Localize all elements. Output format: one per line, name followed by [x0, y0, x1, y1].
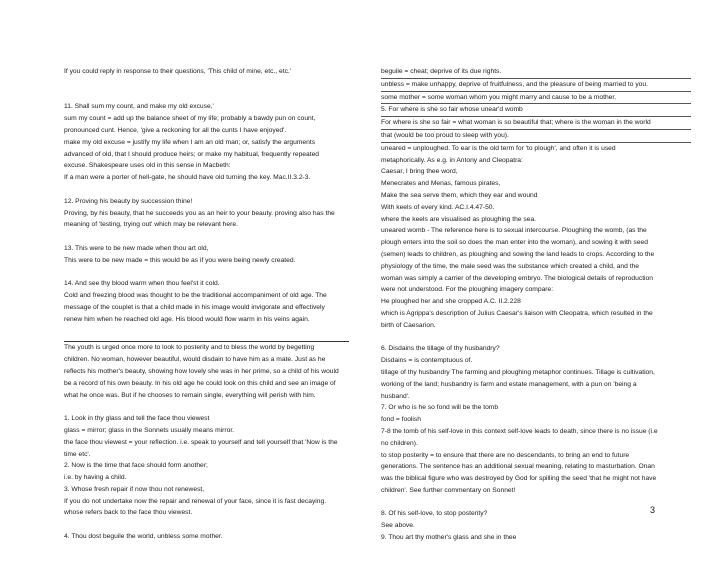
- text-line: plough enters into the soil so does the man enter into the woman), and sowing it with seed: [381, 239, 648, 247]
- text-line: Caesar, I bring thee word,: [381, 168, 458, 176]
- text-line: renew him when he reached old age. His blood would flow warm in his veins again.: [64, 315, 310, 323]
- blank-line: [381, 497, 691, 509]
- right-column: [381, 66, 691, 544]
- text-line: fond = foolish: [381, 416, 421, 424]
- text-line: 6. Disdains the tillage of thy husbandry?: [381, 345, 500, 353]
- text-line: 3. Whose fresh repair if now thou not renewest,: [64, 485, 205, 493]
- text-line: He ploughed her and she cropped A.C. II.2.228: [381, 298, 521, 306]
- text-line: 7. Or who is he so fond will be the tomb: [381, 404, 499, 412]
- text-line: that (would be too proud to sleep with you).: [381, 130, 691, 143]
- blank-line: [64, 519, 374, 531]
- text-line: what he once was. But if he chooses to remain single, everything will perish with him.: [64, 391, 316, 399]
- text-line: which is Agrippa's description of Julius Caesar's liaison with Cleopatra, which resulted in the: [381, 309, 653, 317]
- text-line: (semen) leads to children, as ploughing and sowing the land leads to crops. According to the: [381, 250, 655, 258]
- text-line: physiology of the time, the male seed was the substance which created a child, and the: [381, 262, 639, 270]
- text-line: message of the couplet is that a child made in his image would invigorate and effectively: [64, 303, 325, 311]
- text-line: 14. And see thy blood warm when thou feel'st it cold.: [64, 280, 220, 288]
- text-line: Cold and freezing blood was thought to be the traditional accompaniment of old age. The: [64, 292, 327, 300]
- text-line: uneared womb - The reference here is to sexual intercourse. Ploughing the womb, (as the: [381, 227, 647, 235]
- text-line: For where is she so fair = what woman is so beautiful that; where is the woman in the world: [381, 117, 691, 130]
- text-line: 7-8 the tomb of his self-love in this context self-love leads to death, since there is no issue (i.e: [381, 427, 658, 435]
- text-line: Menecrates and Menas, famous pirates,: [381, 180, 501, 188]
- text-line: working of the land; husbandry is farm and estate management, with a pun on 'being a: [381, 380, 637, 388]
- text-line: The youth is urged once more to look to posterity and to bless the world by begetting: [64, 344, 315, 352]
- text-line: the face thou viewest = your reflection. i.e. speak to yourself and tell yourself that 'Now is the: [64, 438, 338, 446]
- text-line: With keels of every kind. AC.I.4.47-50.: [381, 203, 495, 211]
- text-line: This were to be new made = this would be as if you were being newly created.: [64, 256, 296, 264]
- text-line: was the biblical figure who was destroyed by God for spilling the seed 'that he might not have: [381, 475, 657, 483]
- text-line: whose refers back to the face thou viewest.: [64, 509, 193, 517]
- blank-line: [64, 184, 374, 196]
- text-line: beguile = cheat; deprive of its due rights.: [381, 66, 691, 79]
- text-line: unbless = make unhappy, deprive of fruitfulness, and the pleasure of being married to you.: [381, 79, 691, 92]
- text-line: If you do not undertake now the repair and renewal of your face, since it is fast decaying.: [64, 497, 327, 505]
- text-line: 8. Of his self-love, to stop posterity?: [381, 510, 488, 518]
- text-line: to stop posterity = to ensure that there are no descendants, to bring an end to future: [381, 451, 630, 459]
- text-line: 12. Proving his beauty by succession thine!: [64, 197, 193, 205]
- text-line: 9. Thou art thy mother's glass and she in thee: [381, 534, 517, 542]
- text-line: children'. See further commentary on Sonnet!: [381, 486, 516, 494]
- text-line: where the keels are visualised as ploughing the sea.: [381, 215, 537, 223]
- text-line: Disdains = is contemptuous of.: [381, 357, 473, 365]
- text-line: meaning of 'testing, trying out' which may be relevant here.: [64, 221, 238, 229]
- text-line: Make the sea serve them, which they ear and wound: [381, 191, 538, 199]
- text-line: time etc'.: [64, 450, 91, 458]
- text-line: 2. Now is the time that face should form another;: [64, 462, 208, 470]
- text-line: sum my count = add up the balance sheet of my life; probably a bawdy pun on count,: [64, 115, 316, 123]
- text-line: birth of Caesarion.: [381, 321, 436, 329]
- text-line: 5. For where is she so fair whose unear'd womb: [381, 104, 691, 117]
- text-line: woman was simply a carrier of the developing embryo. The biological details of reproduction: [381, 274, 653, 282]
- text-line: See above.: [381, 522, 415, 530]
- text-line: generations. The sentence has an additional sexual meaning, relating to masturbation. Onan: [381, 463, 655, 471]
- blank-line: [64, 401, 374, 413]
- blank-line: [64, 326, 374, 338]
- text-line: children. No woman, however beautiful, would disdain to have him as a mate. Just as he: [64, 356, 326, 364]
- text-line: Proving, by his beauty, that he succeeds you as an heir to your beauty. proving also has the: [64, 209, 335, 217]
- blank-line: [64, 231, 374, 243]
- text-line: 4. Thou dost beguile the world, unbless some mother.: [64, 533, 223, 541]
- blank-line: [64, 267, 374, 279]
- text-line: husband'.: [381, 392, 410, 400]
- page-number: 3: [650, 505, 656, 515]
- text-line: were not understood. For the ploughing imagery compare:: [381, 286, 554, 294]
- text-line: tillage of thy husbandry The farming and ploughing metaphor continues. Tillage is cultivation,: [381, 368, 655, 376]
- text-line: pronounced cunt. Hence, 'give a reckoning for all the cunts I have enjoyed'.: [64, 126, 287, 134]
- blank-line: [64, 90, 374, 102]
- text-line: 1. Look in thy glass and tell the face thou viewest: [64, 415, 210, 423]
- text-line: 11. Shall sum my count, and make my old excuse,': [64, 103, 214, 111]
- text-line: glass = mirror; glass in the Sonnets usually means mirror.: [64, 426, 235, 434]
- text-line: If a man were a porter of hell-gate, he should have old turning the key. Mac.II.3.2-3.: [64, 174, 311, 182]
- text-line: advanced of old, that I should produce heirs; or make my habitual, frequently repeated: [64, 150, 320, 158]
- left-column: [64, 66, 374, 543]
- text-line: i.e. by having a child.: [64, 474, 127, 482]
- text-line: 13. This were to be new made when thou art old,: [64, 244, 209, 252]
- text-line: some mother = some woman whom you might marry and cause to be a mother.: [381, 92, 691, 105]
- text-line: metaphorically. As e.g. in Antony and Cleopatra:: [381, 156, 523, 164]
- text-line: reflects his mother's beauty, showing how lovely she was in her prime, so a child of his would: [64, 367, 339, 375]
- text-line: be a record of his own beauty. In his old age he could look on this child and see an image of: [64, 379, 336, 387]
- blank-line: [381, 332, 691, 344]
- blank-line: [64, 78, 374, 90]
- text-line: If you could reply in response to their questions, 'This child of mine, etc., etc.': [64, 68, 292, 75]
- text-line: make my old excuse = justify my life when I am an old man; or, satisfy the arguments: [64, 138, 316, 146]
- text-line: excuse. Shakespeare uses old in this sense in Macbeth:: [64, 162, 231, 170]
- text-line: uneared = unploughed. To ear is the old term for 'to plough', and often it is used: [381, 144, 616, 152]
- text-line: no children).: [381, 439, 418, 447]
